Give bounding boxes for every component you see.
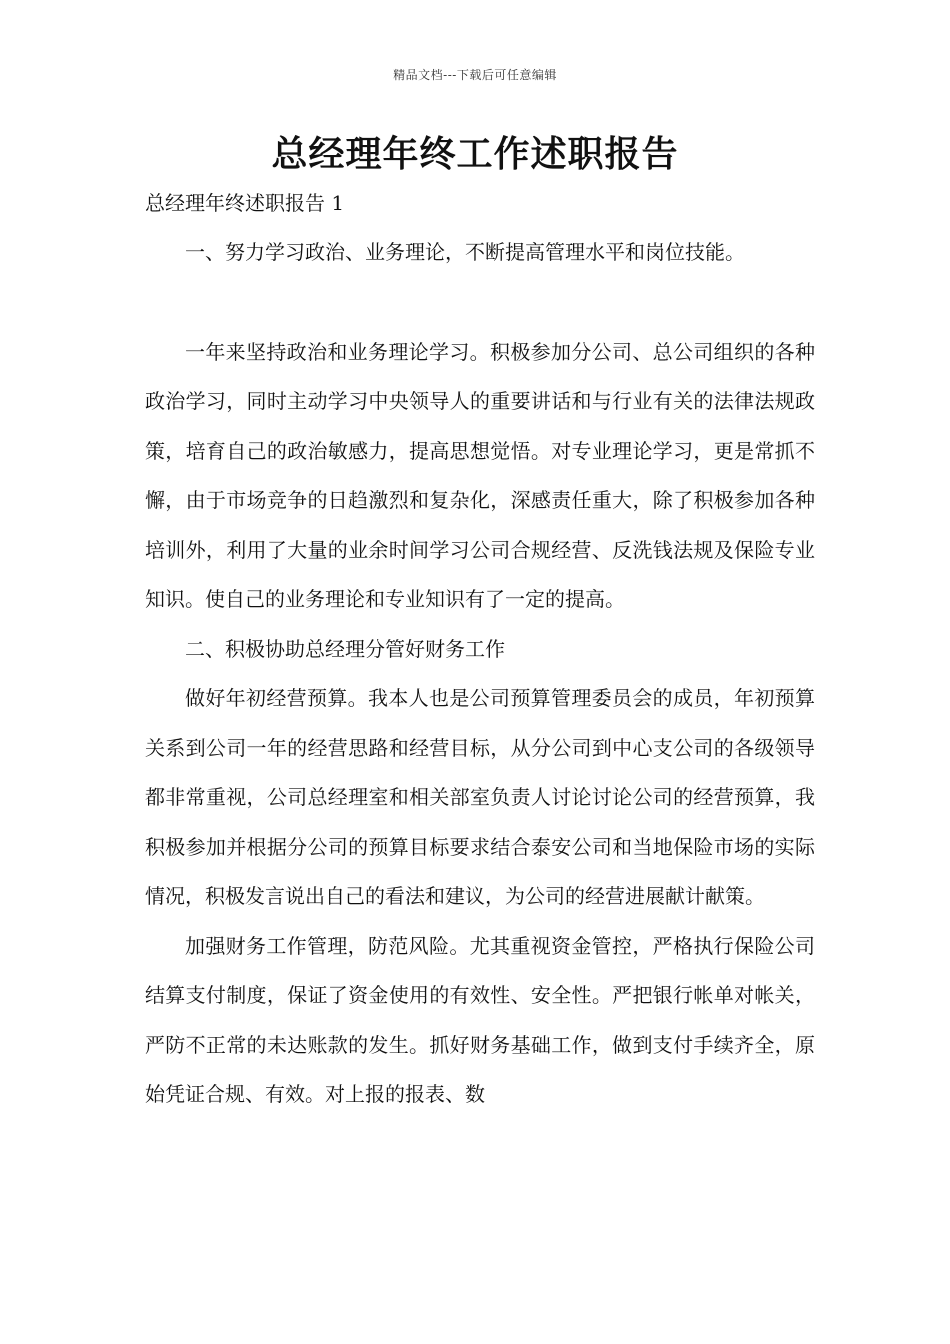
paragraph-finance: 加强财务工作管理，防范风险。尤其重视资金管控，严格执行保险公司结算支付制度，保证了资金使用的有效性、安全性。严把银行帐单对帐关，严防不正常的未达账款的发生。抓好财务基础工作，做到支付手续齐全，原始凭证合规、有效。对上报的报表、数 [145, 933, 815, 1106]
paragraph-budget: 做好年初经营预算。我本人也是公司预算管理委员会的成员，年初预算关系到公司一年的经营思路和经营目标，从分公司到中心支公司的各级领导都非常重视，公司总经理室和相关部室负责人讨论讨论公司的经营预算，我积极参加并根据分公司的预算目标要求结合泰安公司和当地保险市场的实际情况，积极发言说出自己的看法和建议，为公司的经营进展献计献策。 [145, 686, 815, 908]
section-spacer [145, 278, 815, 328]
section-heading-1: 一、努力学习政治、业务理论，不断提高管理水平和岗位技能。 [185, 240, 745, 264]
paragraph-study: 一年来坚持政治和业务理论学习。积极参加分公司、总公司组织的各种政治学习，同时主动学习中央领导人的重要讲话和与行业有关的法律法规政策，培育自己的政治敏感力，提高思想觉悟。对专业理论学习，更是常抓不懈，由于市场竞争的日趋激烈和复杂化，深感责任重大，除了积极参加各种培训外，利用了大量的业余时间学习公司合规经营、反洗钱法规及保险专业知识。使自己的业务理论和专业知识有了一定的提高。 [145, 339, 815, 611]
document-subtitle: 总经理年终述职报告 1 [145, 191, 345, 215]
document-title: 总经理年终工作述职报告 [271, 134, 679, 175]
document-body [145, 228, 815, 1120]
section-heading-2: 二、积极协助总经理分管好财务工作 [185, 636, 505, 661]
page-header-watermark: 精品文档---下载后可任意编辑 [393, 68, 557, 82]
